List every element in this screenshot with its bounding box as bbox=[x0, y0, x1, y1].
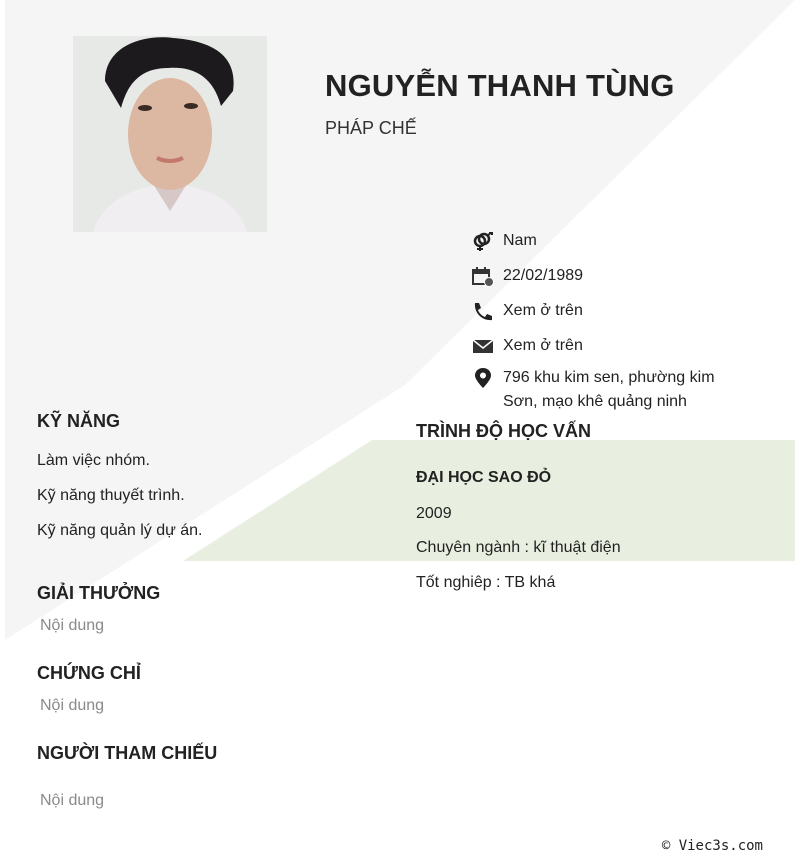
info-birthday bbox=[472, 267, 772, 302]
certificates-content: Nội dung bbox=[40, 697, 105, 714]
location-pin-icon bbox=[472, 368, 494, 388]
awards-heading: GIẢI THƯỞNG bbox=[37, 583, 161, 603]
references-heading: NGƯỜI THAM CHIẾU bbox=[37, 743, 218, 763]
birthday-text: 22/02/1989 bbox=[503, 267, 584, 284]
info-phone bbox=[472, 302, 772, 337]
calendar-icon bbox=[472, 267, 494, 287]
skills-heading: KỸ NĂNG bbox=[37, 411, 121, 431]
education-year: 2009 bbox=[416, 505, 452, 522]
phone-text: Xem ở trên bbox=[503, 302, 583, 319]
email-text: Xem ở trên bbox=[503, 337, 583, 354]
info-gender bbox=[472, 232, 772, 267]
phone-icon bbox=[472, 302, 494, 322]
skill-item: Làm việc nhóm. bbox=[37, 452, 150, 469]
certificates-heading: CHỨNG CHỈ bbox=[37, 663, 141, 683]
info-address bbox=[472, 366, 772, 414]
job-title: PHÁP CHẾ bbox=[325, 118, 417, 138]
gender-icon bbox=[472, 232, 494, 252]
skill-item: Kỹ năng quản lý dự án. bbox=[37, 522, 203, 539]
references-content: Nội dung bbox=[40, 792, 105, 809]
contact-info bbox=[472, 232, 772, 414]
gender-text: Nam bbox=[503, 232, 537, 249]
candidate-name: NGUYỄN THANH TÙNG bbox=[325, 68, 675, 103]
education-school: ĐẠI HỌC SAO ĐỎ bbox=[416, 469, 552, 486]
skill-item: Kỹ năng thuyết trình. bbox=[37, 487, 185, 504]
education-grade: Tốt nghiêp : TB khá bbox=[416, 574, 556, 591]
email-icon bbox=[472, 337, 494, 357]
profile-photo bbox=[73, 36, 267, 232]
education-heading: TRÌNH ĐỘ HỌC VẤN bbox=[416, 421, 591, 441]
copyright: © Viec3s.com bbox=[661, 838, 763, 854]
education-major: Chuyên ngành : kĩ thuật điện bbox=[416, 539, 621, 556]
address-text: 796 khu kim sen, phường kim Sơn, mạo khê quảng ninh bbox=[503, 369, 715, 410]
awards-content: Nội dung bbox=[40, 617, 105, 634]
